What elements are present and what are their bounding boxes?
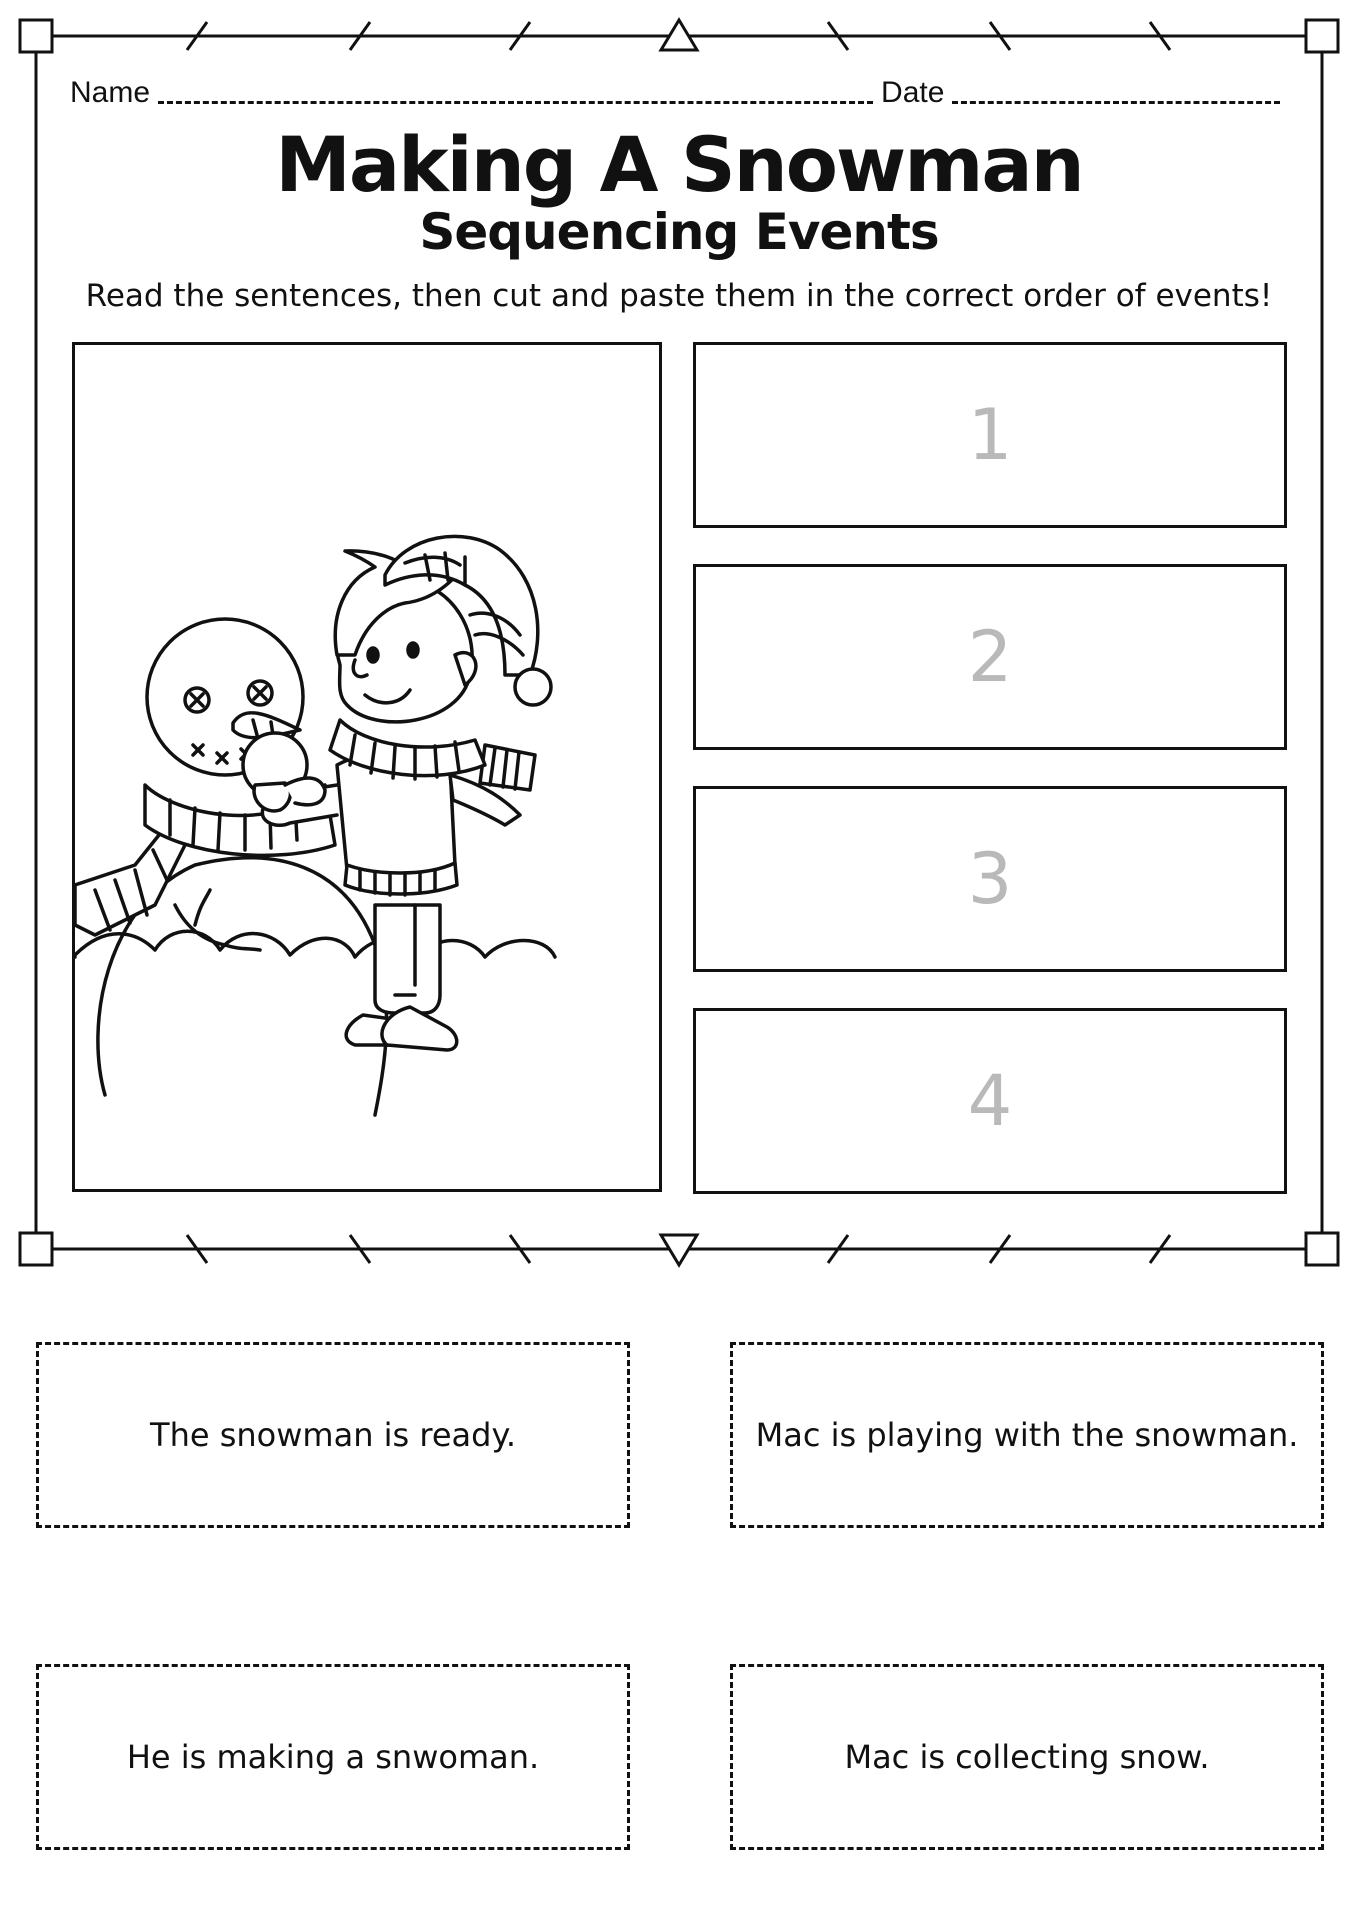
cut-card-text: Mac is collecting snow. [844, 1738, 1210, 1776]
cut-card-text: He is making a snwoman. [126, 1738, 540, 1776]
slot-number: 1 [967, 394, 1013, 476]
cut-card[interactable] [730, 1342, 1324, 1528]
cut-card[interactable] [730, 1664, 1324, 1850]
instructions-text: Read the sentences, then cut and paste them in the correct order of events! [85, 278, 1273, 314]
date-label: Date [881, 76, 945, 109]
slot-number: 3 [967, 838, 1013, 920]
name-label: Name [70, 76, 151, 109]
slot-number: 4 [967, 1060, 1013, 1142]
sequence-slot-3[interactable] [693, 786, 1287, 972]
slot-number: 2 [967, 616, 1013, 698]
snowman-and-boy-icon [75, 345, 659, 1189]
name-date-row [70, 66, 1288, 110]
sequence-slot-1[interactable] [693, 342, 1287, 528]
sequence-slot-2[interactable] [693, 564, 1287, 750]
page-title: Making A Snowman [275, 120, 1083, 209]
sequence-slot-4[interactable] [693, 1008, 1287, 1194]
date-field[interactable] [952, 101, 1280, 104]
cut-card[interactable] [36, 1664, 630, 1850]
cut-card[interactable] [36, 1342, 630, 1528]
cut-card-text: Mac is playing with the snowman. [755, 1416, 1299, 1454]
cut-card-text: The snowman is ready. [150, 1416, 516, 1454]
page-subtitle: Sequencing Events [419, 203, 939, 261]
illustration-box [72, 342, 662, 1192]
name-field[interactable] [158, 101, 873, 104]
